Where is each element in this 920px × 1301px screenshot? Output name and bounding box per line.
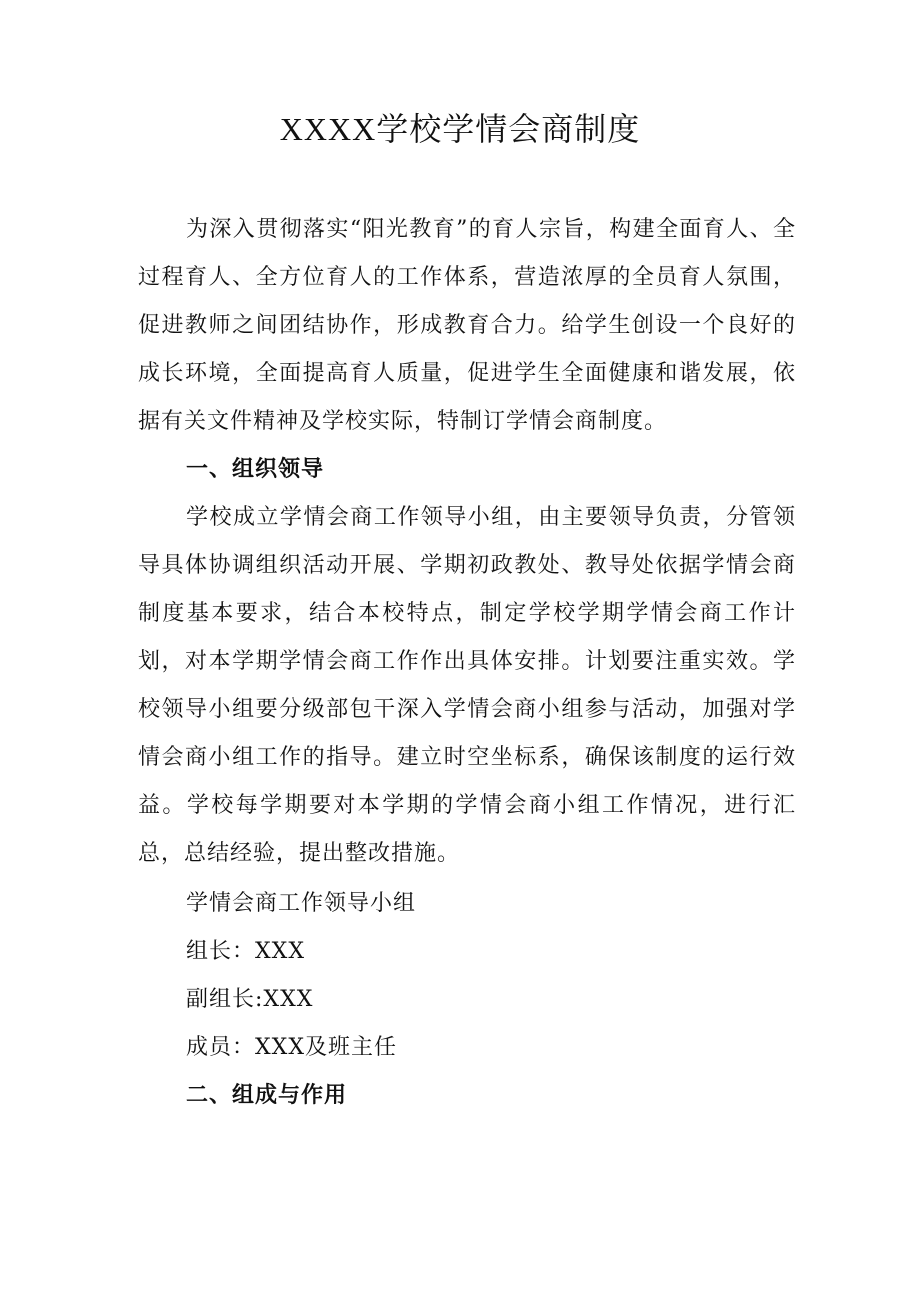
leading-group-name: 学情会商工作领导小组 — [186, 891, 417, 916]
section-1-heading: 一、组织领导 — [186, 457, 325, 482]
section-1-paragraph: 学校成立学情会商工作领导小组，由主要领导负责，分管领导具体协调组织活动开展、学期初政教处、教导处依据学情会商制度基本要求，结合本校特点，制定学校学期学情会商工作计划，对本学期学情会商工作作出具体安排。计划要注重实效。学校领导小组要分级部包干深入学情会商小组参与活动，加强对学情会商小组工作的指导。建立时空坐标系，确保该制度的运行效益。学校每学期要对本学期的学情会商小组工作情况，进行汇总，总结经验，提出整改措施。 — [138, 505, 796, 866]
document-title: XXXX学校学情会商制度 — [279, 111, 641, 147]
group-deputy-leader: 副组长:XXX — [186, 987, 314, 1012]
intro-paragraph: 为深入贯彻落实“阳光教育”的育人宗旨，构建全面育人、全过程育人、全方位育人的工作体系，营造浓厚的全员育人氛围，促进教师之间团结协作，形成教育合力。给学生创设一个良好的成长环境，全面提高育人质量，促进学生全面健康和谐发展，依据有关文件精神及学校实际，特制订学情会商制度。 — [138, 217, 796, 434]
group-leader: 组长：XXX — [186, 939, 305, 964]
group-members: 成员：XXX及班主任 — [186, 1035, 397, 1060]
section-2-heading: 二、组成与作用 — [186, 1083, 348, 1108]
